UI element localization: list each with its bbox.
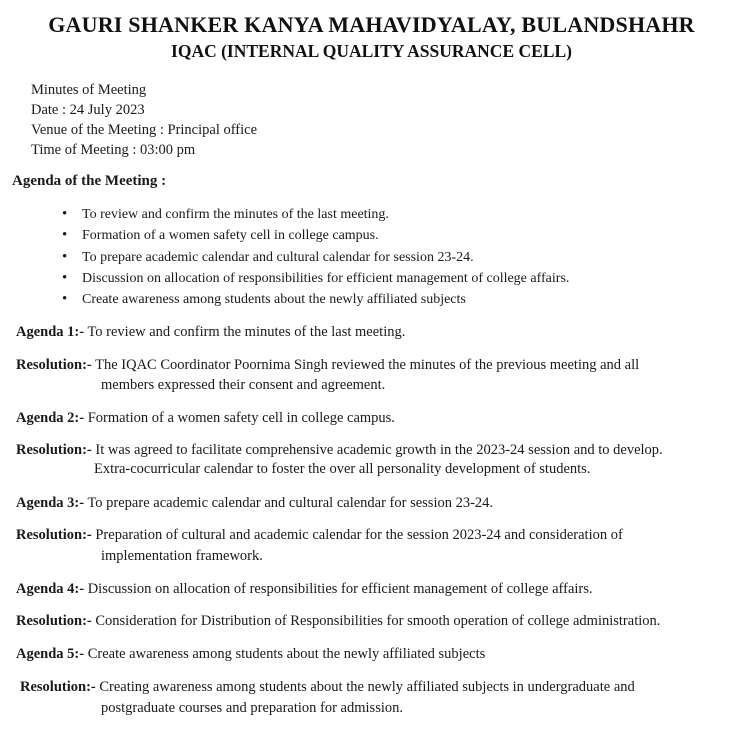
agenda-list-item: • To prepare academic calendar and cultural calendar for session 23-24. [62,247,569,268]
agenda-4-label: Agenda 4:- [16,581,85,597]
meeting-venue: Venue of the Meeting : Principal office [31,122,258,138]
agenda-list-item: • Formation of a women safety cell in college campus. [62,225,569,246]
resolution-2-text: It was agreed to facilitate comprehensive academic growth in the 2023-24 session and to develop. [95,442,663,458]
agenda-3-text: To prepare academic calendar and cultural calendar for session 23-24. [87,495,494,511]
agenda-4-text: Discussion on allocation of responsibilities for efficient management of college affairs. [87,581,593,597]
resolution-1-text: The IQAC Coordinator Poornima Singh reviewed the minutes of the previous meeting and all [95,357,640,373]
resolution-1-line2: members expressed their consent and agreement. [101,377,386,393]
resolution-2-line1 [16,442,663,459]
agenda-5-line [16,646,485,663]
resolution-1-line1 [16,357,672,374]
meeting-meta [31,80,257,160]
resolution-2-line2: Extra-cocurricular calendar to foster the over all personality development of students. [94,461,591,477]
meeting-time: Time of Meeting : 03:00 pm [31,142,196,158]
cell-subtitle: IQAC (INTERNAL QUALITY ASSURANCE CELL) [171,41,572,61]
agenda-1-line [16,324,405,341]
agenda-2-line [16,410,395,427]
college-title: GAURI SHANKER KANYA MAHAVIDYALAY, BULANDSHAHR [48,12,695,37]
resolution-5-line2: postgraduate courses and preparation for admission. [101,700,403,716]
agenda-list-item: • Create awareness among students about the newly affiliated subjects [62,289,569,310]
resolution-3-line2: implementation framework. [101,548,263,564]
agenda-list [62,204,569,310]
minutes-label: Minutes of Meeting [31,82,147,98]
resolution-2-label: Resolution:- [16,442,92,458]
resolution-1-label: Resolution:- [16,357,92,373]
agenda-1-text: To review and confirm the minutes of the last meeting. [87,324,406,340]
resolution-5-label: Resolution:- [20,679,96,695]
meeting-date: Date : 24 July 2023 [31,102,145,118]
agenda-2-text: Formation of a women safety cell in college campus. [87,410,395,426]
resolution-5-text: Creating awareness among students about the newly affiliated subjects in undergraduate and [99,679,635,695]
agenda-1-label: Agenda 1:- [16,324,85,340]
resolution-3-line1 [16,527,623,544]
agenda-list-item: • Discussion on allocation of responsibilities for efficient management of college affairs. [62,268,569,289]
agenda-5-label: Agenda 5:- [16,646,85,662]
resolution-3-text: Preparation of cultural and academic calendar for the session 2023-24 and consideration of [95,527,623,543]
agenda-heading: Agenda of the Meeting : [12,173,167,189]
agenda-3-line [16,495,493,512]
agenda-5-text: Create awareness among students about the newly affiliated subjects [87,646,486,662]
resolution-4-label: Resolution:- [16,613,92,629]
resolution-3-label: Resolution:- [16,527,92,543]
agenda-3-label: Agenda 3:- [16,495,85,511]
agenda-2-label: Agenda 2:- [16,410,85,426]
resolution-4-line1 [16,613,660,630]
agenda-4-line [16,581,593,598]
resolution-5-line1 [20,679,635,696]
resolution-4-text: Consideration for Distribution of Responsibilities for smooth operation of college administration. [95,613,661,629]
agenda-list-item: • To review and confirm the minutes of the last meeting. [62,204,569,225]
